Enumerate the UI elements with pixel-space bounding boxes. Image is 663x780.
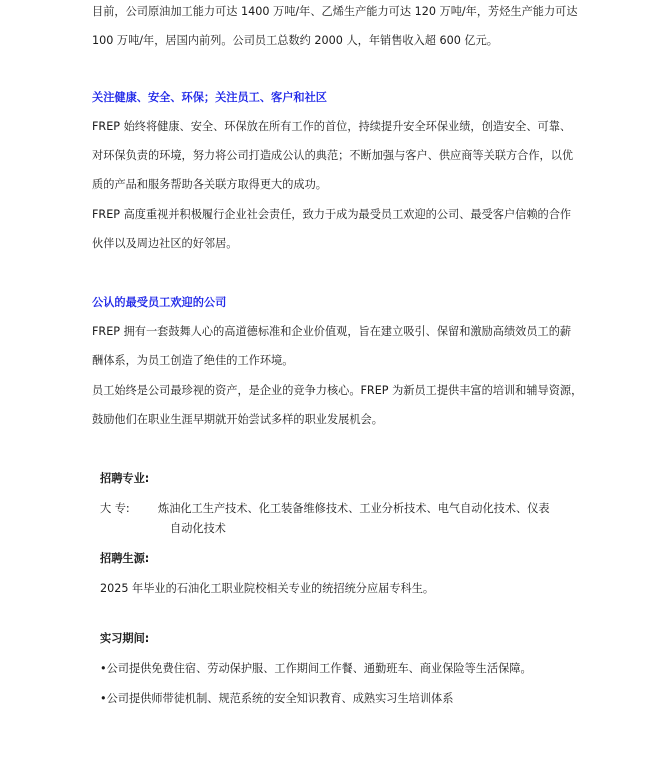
recruit-source-heading: 招聘生源:: [100, 552, 150, 565]
section-heading-employer: 公认的最受员工欢迎的公司: [92, 296, 227, 309]
paragraph-line: 质的产品和服务帮助各关联方取得更大的成功。: [92, 178, 327, 191]
majors-line: 自动化技术: [170, 522, 226, 535]
paragraph-line: 伙伴以及周边社区的好邻居。: [92, 237, 238, 250]
paragraph-line: 鼓励他们在职业生涯早期就开始尝试多样的职业发展机会。: [92, 413, 383, 426]
recruit-source-text: 2025 年毕业的石油化工职业院校相关专业的统招统分应届专科生。: [100, 582, 435, 595]
paragraph-line: 酬体系，为员工创造了绝佳的工作环境。: [92, 354, 294, 367]
recruit-major-heading: 招聘专业:: [100, 472, 150, 485]
paragraph-line: FREP 拥有一套鼓舞人心的高道德标准和企业价值观，旨在建立吸引、保留和激励高绩效员工的薪: [92, 325, 572, 338]
paragraph-line: FREP 始终将健康、安全、环保放在所有工作的首位，持续提升安全环保业绩，创造安全、可靠、: [92, 120, 572, 133]
benefit-item: •公司提供免费住宿、劳动保护服、工作期间工作餐、通勤班车、商业保险等生活保障。: [100, 662, 532, 675]
paragraph-line: 对环保负责的环境，努力将公司打造成公认的典范；不断加强与客户、供应商等关联方合作，以优: [92, 149, 574, 162]
paragraph-line: FREP 高度重视并积极履行企业社会责任，致力于成为最受员工欢迎的公司、最受客户信赖的合作: [92, 208, 572, 221]
intern-heading: 实习期间:: [100, 632, 150, 645]
benefit-item: •公司提供师带徒机制、规范系统的安全知识教育、成熟实习生培训体系: [100, 692, 454, 705]
paragraph-line: 员工始终是公司最珍视的资产，是企业的竞争力核心。FREP 为新员工提供丰富的培训和辅导资源，: [92, 384, 583, 397]
intro-line: 目前，公司原油加工能力可达 1400 万吨/年、乙烯生产能力可达 120 万吨/年，芳烃生产能力可达: [92, 5, 578, 18]
majors-line: 炼油化工生产技术、化工装备维修技术、工业分析技术、电气自动化技术、仪表: [158, 502, 550, 515]
section-heading-hse: 关注健康、安全、环保；关注员工、客户和社区: [92, 91, 327, 104]
degree-label: 大 专:: [100, 502, 130, 515]
intro-line: 100 万吨/年，居国内前列。公司员工总数约 2000 人，年销售收入超 600 亿元。: [92, 34, 498, 47]
